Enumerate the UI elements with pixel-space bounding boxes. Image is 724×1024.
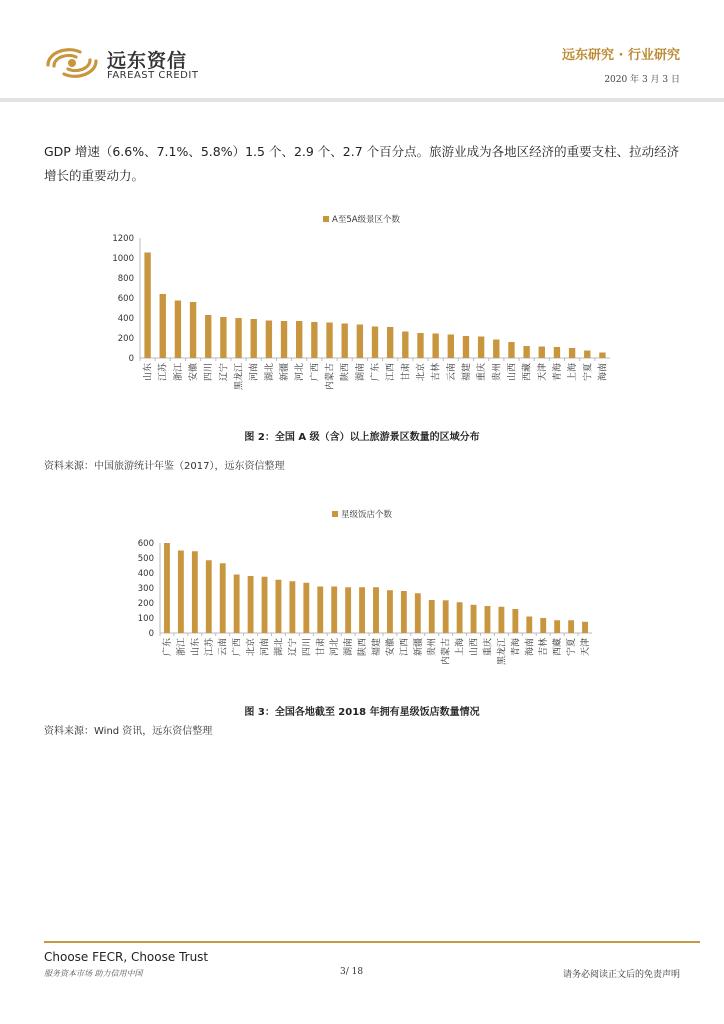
category-label: 重庆: [477, 363, 488, 382]
bar: [266, 321, 272, 359]
bar: [303, 583, 309, 633]
category-label: 西藏: [553, 638, 564, 657]
category-label: 青海: [552, 363, 563, 382]
bar: [235, 318, 241, 358]
y-tick-label: 1000: [112, 254, 134, 264]
category-label: 天津: [581, 638, 592, 657]
category-label: 上海: [455, 638, 466, 657]
bar: [192, 551, 198, 633]
bar: [341, 324, 347, 359]
category-label: 广东: [162, 638, 173, 657]
bar: [175, 301, 181, 359]
category-label: 云南: [446, 363, 457, 382]
bar: [457, 602, 463, 633]
category-label: 吉林: [539, 638, 550, 657]
bar: [401, 591, 407, 633]
legend-swatch: [323, 216, 329, 222]
bar: [523, 346, 529, 358]
bar: [206, 560, 212, 633]
category-label: 江苏: [158, 363, 169, 382]
figure-2-source: 资料来源：中国旅游统计年鉴（2017），远东资信整理: [44, 461, 285, 472]
category-label: 山西: [469, 638, 480, 657]
bar: [582, 622, 588, 633]
category-label: 广东: [371, 363, 381, 382]
category-label: 江西: [399, 638, 410, 657]
footer-disclaimer: 请务必阅读正文后的免责声明: [562, 970, 680, 980]
bar: [281, 321, 287, 358]
category-label: 浙江: [176, 638, 187, 657]
category-label: 广西: [232, 638, 243, 657]
bar: [599, 353, 605, 359]
figure-3-source: 资料来源：Wind 资讯，远东资信整理: [44, 726, 213, 737]
y-tick-label: 0: [148, 629, 154, 639]
category-label: 青海: [511, 638, 522, 657]
category-label: 海南: [525, 638, 536, 657]
category-label: 河南: [260, 638, 271, 657]
category-label: 福建: [461, 363, 472, 382]
category-label: 湖南: [355, 363, 366, 382]
category-label: 陕西: [358, 638, 369, 657]
category-label: 内蒙古: [441, 638, 452, 666]
bar: [429, 600, 435, 633]
category-label: 山东: [143, 363, 154, 382]
category-label: 贵州: [427, 638, 438, 657]
bar: [463, 336, 469, 358]
category-label: 宁夏: [567, 638, 578, 657]
bar: [402, 332, 408, 359]
category-label: 四川: [204, 363, 215, 382]
bar: [205, 315, 211, 358]
category-label: 湖南: [344, 638, 355, 657]
bar: [508, 342, 514, 358]
y-tick-label: 1200: [112, 234, 134, 244]
bar: [373, 587, 379, 633]
bar: [539, 347, 545, 359]
bar: [526, 617, 532, 634]
category-label: 广西: [310, 363, 321, 382]
category-label: 安徽: [189, 363, 200, 382]
category-label: 江西: [386, 363, 397, 382]
bar: [331, 587, 337, 634]
bar: [493, 340, 499, 359]
category-label: 上海: [568, 363, 579, 382]
report-date: 2020 年 3 月 3 日: [604, 75, 680, 85]
category-label: 海南: [598, 362, 609, 382]
y-tick-label: 200: [137, 599, 154, 609]
bar: [248, 576, 254, 633]
bar: [568, 620, 574, 633]
category-label: 北京: [416, 363, 427, 382]
category-label: 黑龙江: [497, 638, 508, 666]
bar: [345, 587, 351, 633]
bar: [251, 319, 257, 358]
bar: [415, 593, 421, 633]
category-label: 安徽: [385, 638, 396, 657]
category-label: 西藏: [522, 363, 533, 382]
bar: [262, 577, 268, 633]
bar: [448, 335, 454, 359]
category-label: 重庆: [483, 638, 494, 657]
logo-name-en: FAREAST CREDIT: [107, 70, 199, 81]
bar: [357, 325, 363, 359]
bar: [417, 333, 423, 358]
y-tick-label: 0: [128, 354, 134, 364]
bar: [190, 302, 196, 358]
category-label: 江苏: [204, 638, 215, 657]
bar: [144, 253, 150, 359]
category-label: 甘肃: [316, 638, 327, 657]
category-label: 甘肃: [401, 363, 412, 382]
logo-name-cn: 远东资信: [107, 50, 188, 72]
header-divider: [0, 98, 724, 102]
footer-subslogan: 服务资本市场 助力信用中国: [44, 969, 143, 978]
figure-3-caption: 图 3：全国各地截至 2018 年拥有星级饭店数量情况: [244, 707, 480, 718]
bar: [584, 351, 590, 359]
y-tick-label: 500: [137, 554, 154, 564]
bar: [326, 323, 332, 359]
bar: [387, 327, 393, 358]
bar: [471, 605, 477, 633]
bar: [311, 322, 317, 358]
footer-slogan: Choose FECR, Choose Trust: [44, 950, 209, 964]
category-label: 新疆: [280, 363, 291, 382]
bar: [498, 607, 504, 633]
bar: [540, 618, 546, 633]
chart-star-hotels: [135, 505, 595, 680]
bar: [387, 590, 393, 633]
category-label: 浙江: [173, 363, 184, 382]
bar: [512, 609, 518, 633]
category-label: 云南: [218, 638, 229, 657]
bar: [372, 327, 378, 359]
bar: [569, 348, 575, 358]
category-label: 天津: [537, 363, 548, 382]
bar: [160, 294, 166, 358]
category-label: 湖北: [274, 638, 285, 657]
category-label: 新疆: [413, 638, 424, 657]
category-label: 陕西: [340, 363, 351, 382]
fareast-credit-logo: [42, 44, 102, 82]
legend-label: A至5A级景区个数: [332, 215, 401, 225]
bar: [296, 321, 302, 358]
bar: [289, 581, 295, 633]
bar: [432, 334, 438, 359]
category-label: 河北: [295, 363, 306, 382]
y-tick-label: 600: [137, 539, 154, 549]
bar: [220, 317, 226, 358]
legend-label: 星级饭店个数: [341, 510, 393, 520]
y-tick-label: 400: [117, 314, 134, 324]
category-label: 河北: [330, 638, 341, 657]
category-label: 山西: [507, 363, 518, 382]
category-label: 北京: [246, 638, 257, 657]
bar: [554, 620, 560, 633]
y-tick-label: 600: [117, 294, 134, 304]
bar: [164, 543, 170, 633]
y-tick-label: 200: [117, 334, 134, 344]
bar: [220, 563, 226, 633]
category-label: 河南: [249, 363, 260, 382]
y-tick-label: 800: [117, 274, 134, 284]
category-label: 辽宁: [219, 363, 230, 382]
bar: [554, 347, 560, 358]
category-label: 山东: [190, 638, 201, 657]
category-label: 黑龙江: [234, 363, 245, 391]
report-type: 远东研究 · 行业研究: [562, 48, 680, 63]
y-tick-label: 100: [137, 614, 154, 624]
bar: [485, 606, 491, 633]
category-label: 宁夏: [583, 363, 594, 382]
category-label: 吉林: [431, 363, 442, 382]
chart-scenic-spots: [95, 210, 615, 420]
bar: [317, 587, 323, 634]
body-paragraph: GDP 增速（6.6%、7.1%、5.8%）1.5 个、2.9 个、2.7 个百分点。旅游业成为各地区经济的重要支柱、拉动经济增长的重要动力。: [44, 144, 680, 183]
bar: [359, 587, 365, 633]
legend-swatch: [332, 511, 338, 517]
figure-2-caption: 图 2：全国 A 级（含）以上旅游景区数量的区域分布: [244, 432, 480, 443]
category-label: 福建: [372, 638, 382, 657]
y-tick-label: 400: [137, 569, 154, 579]
bar: [478, 337, 484, 359]
bar: [276, 580, 282, 633]
bar: [443, 600, 449, 633]
bar: [178, 551, 184, 634]
category-label: 四川: [302, 638, 313, 657]
page-number: 3/ 18: [340, 967, 364, 977]
category-label: 内蒙古: [325, 363, 336, 391]
category-label: 贵州: [492, 363, 503, 382]
category-label: 湖北: [264, 363, 275, 382]
bar: [234, 575, 240, 634]
y-tick-label: 300: [137, 584, 154, 594]
footer-divider: [44, 941, 700, 943]
category-label: 辽宁: [288, 638, 299, 657]
